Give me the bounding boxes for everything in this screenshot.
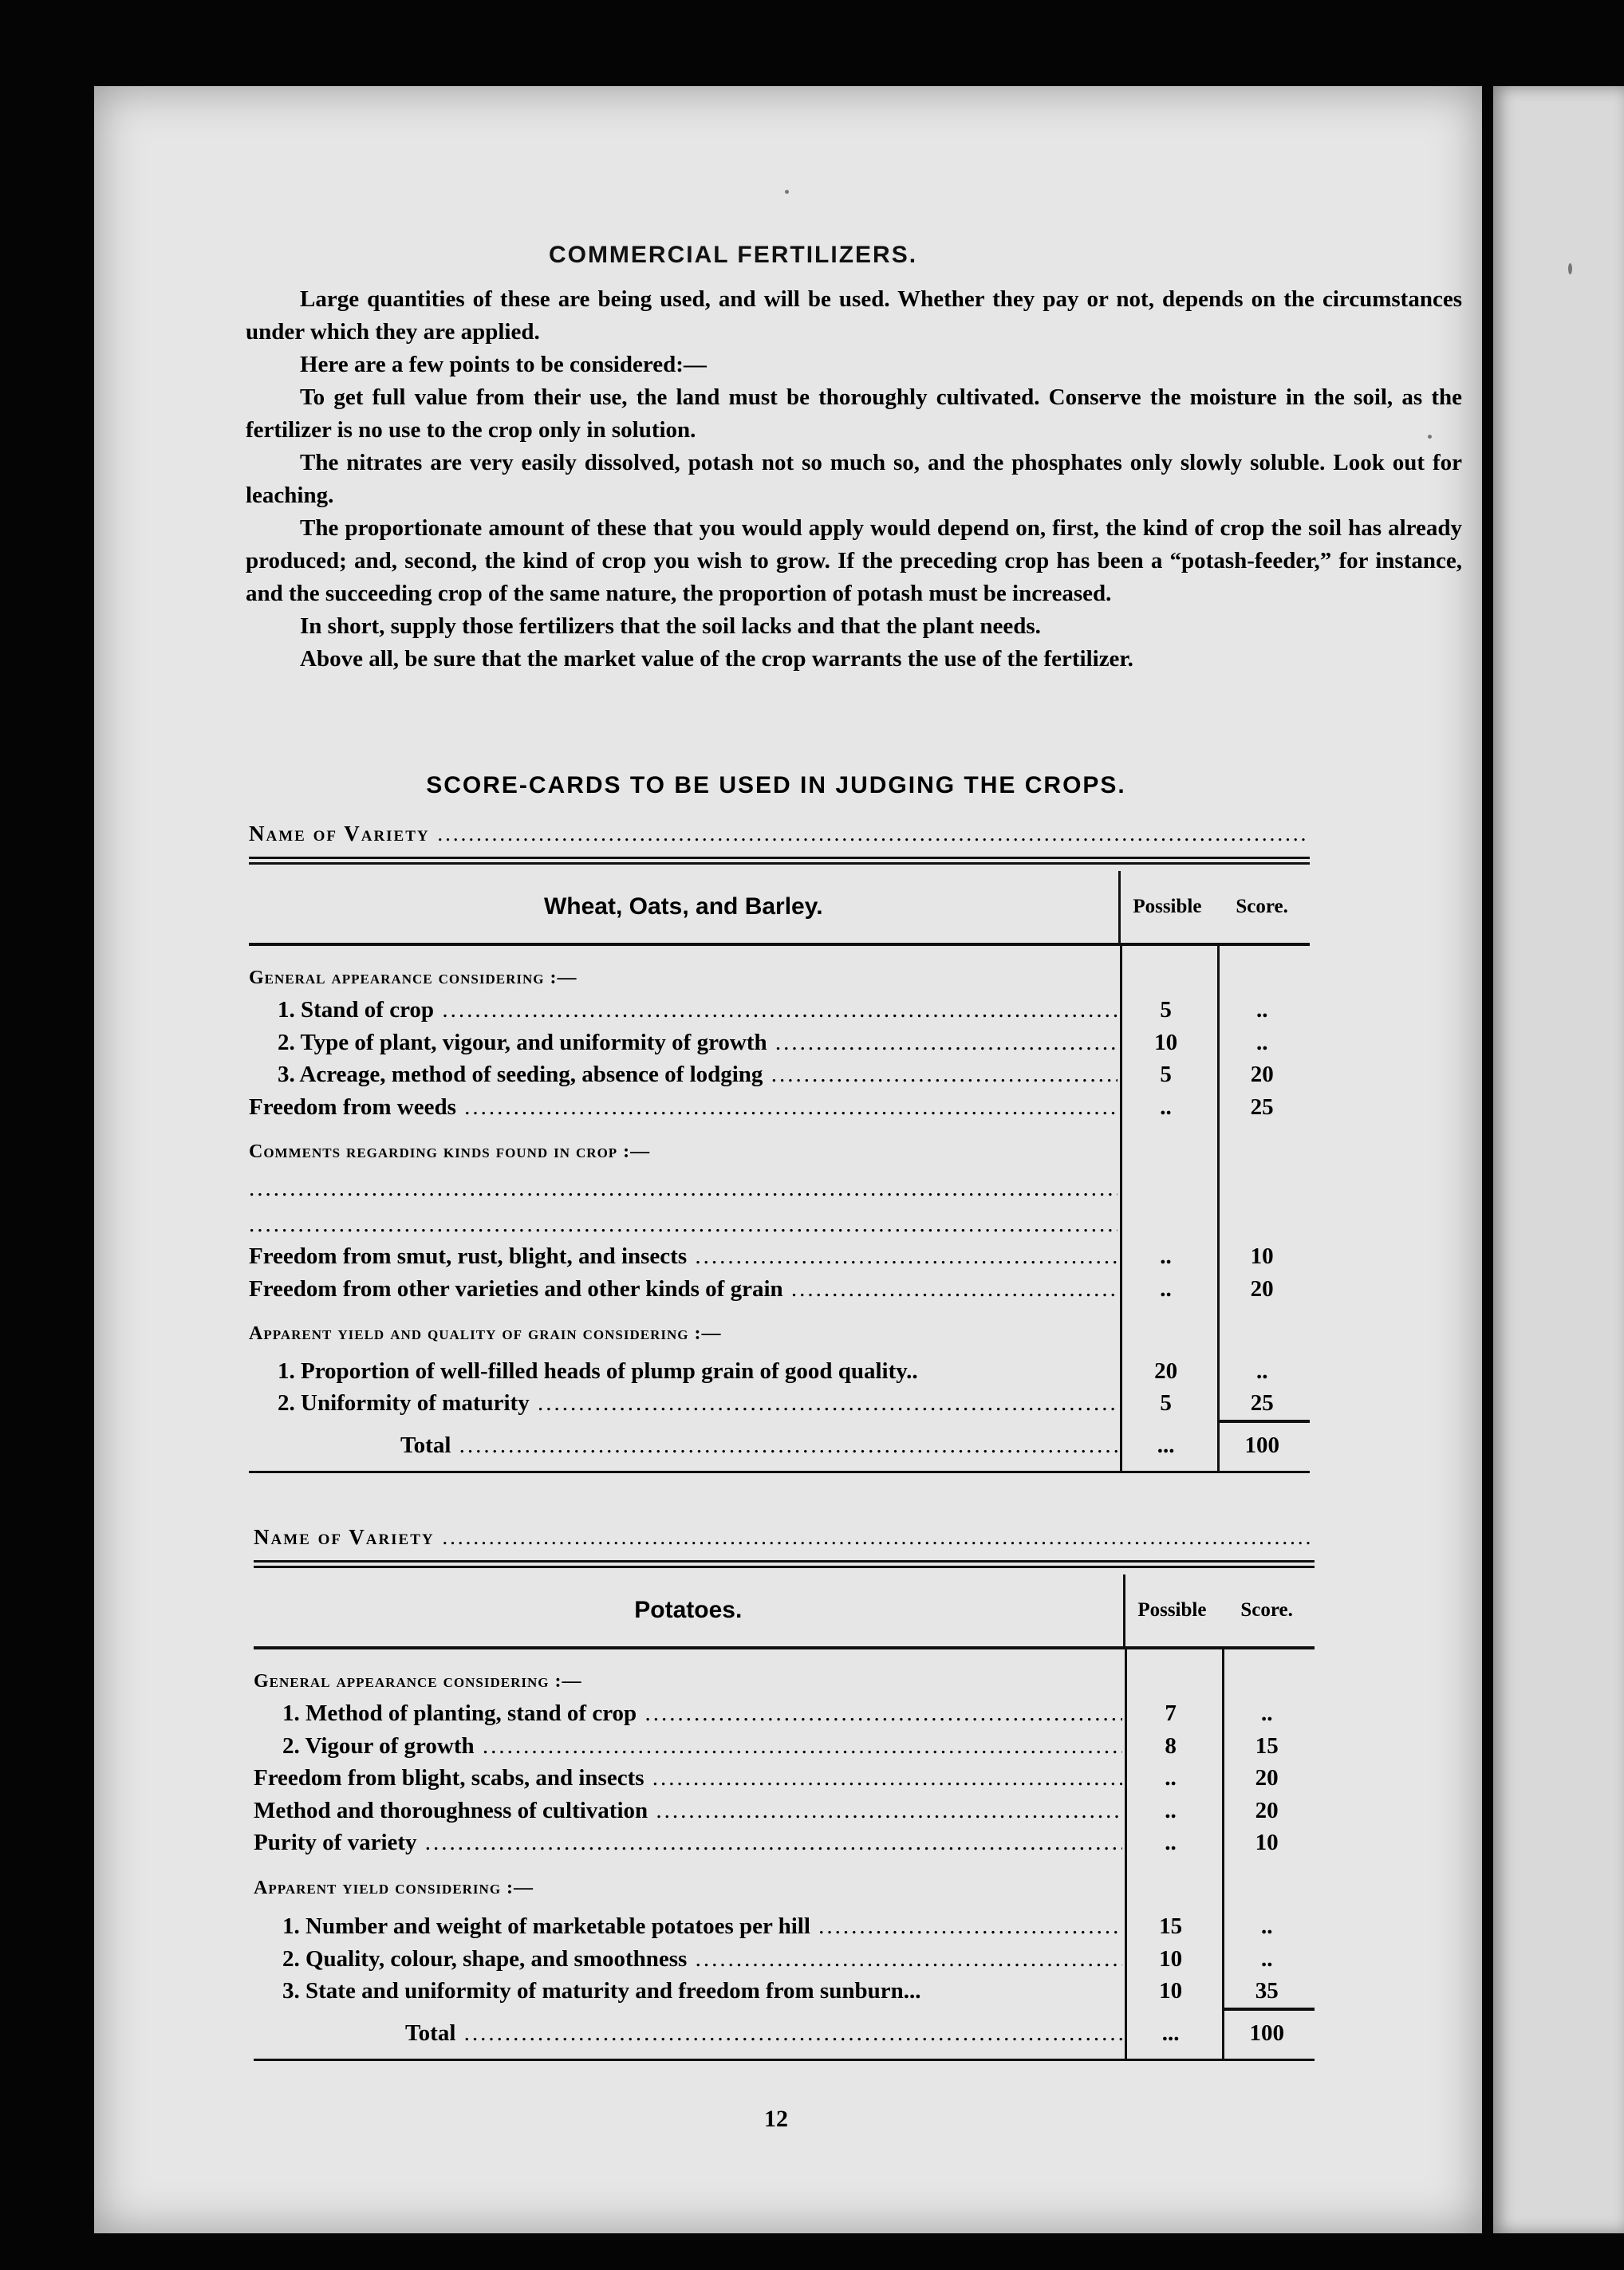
paragraph: The proportionate amount of these that you would apply would depend on, first, the kind of crop the soil has already produced; and, second, the kind of crop you wish to grow. If the preceding crop has been a “potash-feeder,” for instance, and the succeeding crop of the same nature, the proportion of potash must be increased. bbox=[246, 515, 1462, 606]
column-divider bbox=[1222, 1649, 1224, 2059]
table-row: 1. Method of planting, stand of crop ..... 7 .. bbox=[254, 1698, 1315, 1731]
column-divider bbox=[1120, 946, 1122, 1471]
paragraph: Above all, be sure that the market value of the crop warrants the use of the fertilizer. bbox=[300, 646, 1133, 672]
table-row: 1. Number and weight of marketable potatoes per hill ..... 15 .. bbox=[254, 1911, 1315, 1944]
dust-speck bbox=[1568, 263, 1572, 274]
table-row: 3. Acreage, method of seeding, absence of lodging ..... 5 20 bbox=[249, 1059, 1310, 1092]
double-rule bbox=[249, 857, 1310, 865]
score-card-potatoes bbox=[254, 1525, 1315, 2061]
table-row: Freedom from blight, scabs, and insects ..... .. 20 bbox=[254, 1763, 1315, 1795]
total-row: Total ..... ... 100 bbox=[254, 2008, 1315, 2059]
facing-page-edge bbox=[1493, 86, 1624, 2233]
col-score: Score. bbox=[1236, 896, 1288, 917]
paragraph: To get full value from their use, the land must be thoroughly cultivated. Conserve the moisture in the soil, as the fertilizer is no use to the crop only in solution. bbox=[246, 384, 1462, 443]
table-row: Method and thoroughness of cultivation ..... .. 20 bbox=[254, 1795, 1315, 1827]
col-possible: Possible bbox=[1118, 871, 1215, 943]
table-row: Apparent yield considering :— bbox=[254, 1877, 534, 1898]
variety-field: Name of Variety ..... bbox=[254, 1525, 1315, 1554]
total-row: Total ..... ... 100 bbox=[249, 1420, 1310, 1471]
score-card-wheat bbox=[249, 822, 1310, 1473]
column-divider bbox=[1217, 946, 1220, 1471]
table-row: 2. Uniformity of maturity ..... 5 25 bbox=[249, 1388, 1310, 1421]
table-body bbox=[249, 946, 1310, 1471]
total-rule bbox=[1217, 1420, 1310, 1423]
paragraph: In short, supply those fertilizers that the soil lacks and that the plant needs. bbox=[300, 613, 1041, 639]
table-row: Apparent yield and quality of grain considering :— bbox=[249, 1323, 722, 1345]
total-rule bbox=[1222, 2008, 1315, 2011]
table-row: 2. Vigour of growth ..... 8 15 bbox=[254, 1730, 1315, 1763]
comment-line bbox=[249, 1168, 1310, 1208]
paragraph: Here are a few points to be considered:— bbox=[300, 352, 707, 377]
table-title: Wheat, Oats, and Barley. bbox=[543, 893, 823, 920]
col-possible: Possible bbox=[1123, 1574, 1220, 1646]
table-header bbox=[249, 871, 1310, 946]
table-row: 3. State and uniformity of maturity and freedom from sunburn... 10 35 bbox=[282, 1978, 1279, 2004]
table-row: 1. Proportion of well-filled heads of plump grain of good quality.. 20 .. bbox=[278, 1358, 1268, 1384]
table-row: Freedom from weeds ..... .. 25 bbox=[249, 1091, 1310, 1124]
comment-line bbox=[249, 1208, 1310, 1241]
paragraph: The nitrates are very easily dissolved, potash not so much so, and the phosphates only slowly soluble. Look out for leaching. bbox=[246, 450, 1462, 508]
section-title-score-cards: SCORE-CARDS TO BE USED IN JUDGING THE CROPS. bbox=[426, 772, 1126, 798]
paragraph: Large quantities of these are being used, and will be used. Whether they pay or not, depends on the circumstances under which they are applied. bbox=[246, 286, 1462, 345]
double-rule bbox=[254, 1560, 1315, 1568]
table-row: Freedom from smut, rust, blight, and insects ..... .. 10 bbox=[249, 1241, 1310, 1274]
col-score: Score. bbox=[1240, 1599, 1293, 1621]
bottom-rule bbox=[249, 1471, 1310, 1473]
dust-speck bbox=[785, 190, 789, 194]
fertilizer-text bbox=[246, 283, 1462, 676]
table-body bbox=[254, 1649, 1315, 2059]
table-row: Freedom from other varieties and other kinds of grain ..... .. 20 bbox=[249, 1273, 1310, 1306]
column-divider bbox=[1125, 1649, 1127, 2059]
table-title: Potatoes. bbox=[634, 1597, 743, 1623]
table-row: General appearance considering :— bbox=[249, 967, 577, 988]
table-row: Comments regarding kinds found in crop :— bbox=[249, 1141, 651, 1163]
table-row: 2. Type of plant, vigour, and uniformity of growth ..... 10 .. bbox=[249, 1027, 1310, 1059]
table-row: 1. Stand of crop ..... 5 .. bbox=[249, 995, 1310, 1027]
page-number: 12 bbox=[764, 2106, 788, 2132]
table-row: General appearance considering :— bbox=[254, 1670, 582, 1692]
table-row: Purity of variety ..... .. 10 bbox=[254, 1827, 1315, 1860]
table-header bbox=[254, 1574, 1315, 1649]
variety-field: Name of Variety ..... bbox=[249, 822, 1310, 850]
bottom-rule bbox=[254, 2059, 1315, 2061]
table-row: 2. Quality, colour, shape, and smoothness ..... 10 .. bbox=[254, 1943, 1315, 1976]
section-title-fertilizers: COMMERCIAL FERTILIZERS. bbox=[548, 242, 918, 268]
